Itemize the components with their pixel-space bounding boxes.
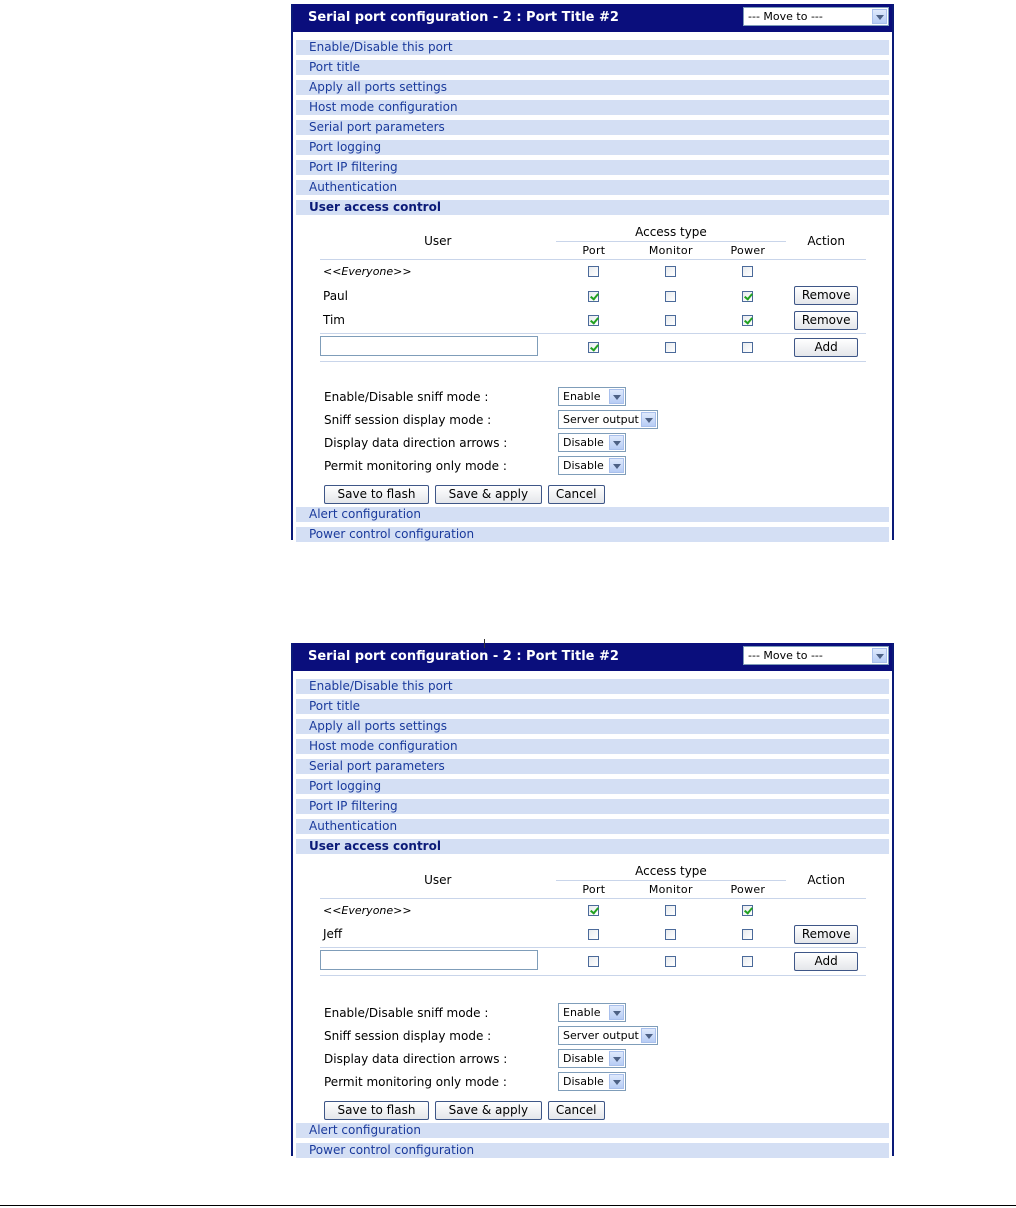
power-checkbox[interactable] [742, 266, 753, 277]
section-list [293, 40, 892, 215]
page-divider [0, 1205, 1016, 1206]
power-checkbox[interactable] [742, 291, 753, 302]
sniff-display-row [320, 1025, 866, 1048]
user-name: Paul [323, 288, 348, 303]
remove-user-button[interactable]: Remove [794, 925, 858, 944]
power-checkbox[interactable] [742, 315, 753, 326]
new-user-row [320, 947, 866, 975]
move-to-value: --- Move to --- [748, 10, 823, 23]
sniff-settings [320, 1002, 866, 1094]
section-list-bottom [293, 507, 892, 542]
text-cursor [484, 639, 485, 648]
direction-arrows-label: Display data direction arrows : [324, 1052, 508, 1066]
panel-titlebar [293, 643, 892, 671]
power-checkbox[interactable] [742, 956, 753, 967]
col-power-header: Power [709, 241, 786, 259]
direction-arrows-row [320, 432, 866, 455]
section-port-logging[interactable]: Port logging [296, 779, 889, 794]
section-power-control[interactable]: Power control configuration [296, 527, 889, 542]
section-alert-config[interactable]: Alert configuration [296, 507, 889, 522]
monitor-only-row [320, 1071, 866, 1094]
monitor-only-value: Disable [563, 1075, 604, 1088]
sniff-mode-select[interactable] [558, 1003, 626, 1022]
monitor-checkbox[interactable] [665, 929, 676, 940]
cancel-button[interactable]: Cancel [548, 485, 605, 504]
direction-arrows-select[interactable] [558, 1049, 626, 1068]
sniff-mode-label: Enable/Disable sniff mode : [324, 1006, 489, 1020]
panel-title: Serial port configuration - 2 : Port Title #2 [308, 649, 619, 664]
config-panel-1 [291, 4, 894, 540]
section-host-mode[interactable]: Host mode configuration [296, 100, 889, 115]
chevron-down-icon[interactable] [872, 648, 887, 663]
section-port-title[interactable]: Port title [296, 699, 889, 714]
save-apply-button[interactable]: Save & apply [435, 485, 542, 504]
col-user-header: User [320, 223, 556, 259]
col-monitor-header: Monitor [632, 241, 709, 259]
panel-titlebar [293, 4, 892, 32]
section-port-logging[interactable]: Port logging [296, 140, 889, 155]
monitor-checkbox[interactable] [665, 905, 676, 916]
port-checkbox[interactable] [588, 342, 599, 353]
section-serial-port-params[interactable]: Serial port parameters [296, 759, 889, 774]
sniff-display-value: Server output [563, 413, 639, 426]
user-name: Jeff [320, 922, 556, 947]
monitor-only-row [320, 455, 866, 478]
section-power-control[interactable]: Power control configuration [296, 1143, 889, 1158]
chevron-down-icon[interactable] [641, 412, 656, 427]
sniff-mode-value: Enable [563, 390, 601, 403]
table-row [320, 283, 866, 308]
direction-arrows-value: Disable [563, 1052, 604, 1065]
config-panel-2 [291, 643, 894, 1156]
action-buttons [324, 485, 605, 504]
section-user-access-control[interactable]: User access control [296, 839, 889, 854]
table-row [320, 922, 866, 947]
remove-user-button[interactable]: Remove [794, 311, 858, 330]
access-table [320, 223, 866, 362]
col-monitor-header: Monitor [632, 880, 709, 898]
save-to-flash-button[interactable]: Save to flash [324, 1101, 429, 1120]
user-name: <<Everyone>> [323, 264, 412, 278]
section-list-bottom [293, 1123, 892, 1158]
port-checkbox[interactable] [588, 956, 599, 967]
sniff-display-label: Sniff session display mode : [324, 413, 492, 427]
sniff-display-label: Sniff session display mode : [324, 1029, 492, 1043]
section-list [293, 679, 892, 854]
section-user-access-control[interactable]: User access control [296, 200, 889, 215]
chevron-down-icon[interactable] [641, 1028, 656, 1043]
direction-arrows-select[interactable] [558, 433, 626, 452]
section-port-ip-filtering[interactable]: Port IP filtering [296, 160, 889, 175]
sniff-mode-select[interactable] [558, 387, 626, 406]
col-power-header: Power [709, 880, 786, 898]
new-user-row [320, 333, 866, 361]
table-row [320, 259, 866, 283]
sniff-mode-row [320, 386, 866, 409]
section-apply-all-ports[interactable]: Apply all ports settings [296, 80, 889, 95]
user-access-control-body [293, 859, 892, 1123]
col-access-type-header: Access type [556, 223, 787, 241]
monitor-only-select[interactable] [558, 456, 626, 475]
sniff-settings [320, 386, 866, 478]
section-serial-port-params[interactable]: Serial port parameters [296, 120, 889, 135]
section-enable-disable-port[interactable]: Enable/Disable this port [296, 679, 889, 694]
chevron-down-icon[interactable] [609, 389, 624, 404]
user-name: Tim [320, 308, 556, 333]
sniff-mode-label: Enable/Disable sniff mode : [324, 390, 489, 404]
monitor-checkbox[interactable] [665, 342, 676, 353]
new-user-input[interactable] [320, 950, 538, 970]
power-checkbox[interactable] [742, 342, 753, 353]
col-user-header: User [320, 862, 556, 898]
access-table [320, 862, 866, 976]
section-alert-config[interactable]: Alert configuration [296, 1123, 889, 1138]
col-port-header: Port [556, 880, 633, 898]
col-action-header: Action [786, 862, 866, 898]
monitor-only-label: Permit monitoring only mode : [324, 459, 507, 473]
section-apply-all-ports[interactable]: Apply all ports settings [296, 719, 889, 734]
monitor-only-select[interactable] [558, 1072, 626, 1091]
chevron-down-icon[interactable] [609, 458, 624, 473]
port-checkbox[interactable] [588, 266, 599, 277]
save-apply-button[interactable]: Save & apply [435, 1101, 542, 1120]
chevron-down-icon[interactable] [872, 9, 887, 24]
move-to-select[interactable] [743, 646, 889, 665]
col-access-type-header: Access type [556, 862, 787, 880]
table-row [320, 898, 866, 922]
power-checkbox[interactable] [742, 905, 753, 916]
power-checkbox[interactable] [742, 929, 753, 940]
section-host-mode[interactable]: Host mode configuration [296, 739, 889, 754]
port-checkbox[interactable] [588, 315, 599, 326]
section-port-ip-filtering[interactable]: Port IP filtering [296, 799, 889, 814]
save-to-flash-button[interactable]: Save to flash [324, 485, 429, 504]
section-authentication[interactable]: Authentication [296, 819, 889, 834]
chevron-down-icon[interactable] [609, 1051, 624, 1066]
sniff-mode-row [320, 1002, 866, 1025]
direction-arrows-row [320, 1048, 866, 1071]
cancel-button[interactable]: Cancel [548, 1101, 605, 1120]
col-port-header: Port [556, 241, 633, 259]
monitor-checkbox[interactable] [665, 956, 676, 967]
port-checkbox[interactable] [588, 291, 599, 302]
new-user-input[interactable] [320, 336, 538, 356]
action-buttons [324, 1101, 605, 1120]
sniff-display-value: Server output [563, 1029, 639, 1042]
sniff-display-select[interactable] [558, 410, 658, 429]
section-enable-disable-port[interactable]: Enable/Disable this port [296, 40, 889, 55]
monitor-only-label: Permit monitoring only mode : [324, 1075, 507, 1089]
monitor-only-value: Disable [563, 459, 604, 472]
add-user-button[interactable]: Add [794, 338, 858, 357]
chevron-down-icon[interactable] [609, 435, 624, 450]
move-to-select[interactable] [743, 7, 889, 26]
direction-arrows-value: Disable [563, 436, 604, 449]
monitor-checkbox[interactable] [665, 266, 676, 277]
add-user-button[interactable]: Add [794, 952, 858, 971]
sniff-display-select[interactable] [558, 1026, 658, 1045]
move-to-value: --- Move to --- [748, 649, 823, 662]
section-port-title[interactable]: Port title [296, 60, 889, 75]
sniff-display-row [320, 409, 866, 432]
section-authentication[interactable]: Authentication [296, 180, 889, 195]
chevron-down-icon[interactable] [609, 1005, 624, 1020]
user-name: <<Everyone>> [323, 903, 412, 917]
direction-arrows-label: Display data direction arrows : [324, 436, 508, 450]
monitor-checkbox[interactable] [665, 291, 676, 302]
user-access-control-body [293, 220, 892, 507]
chevron-down-icon[interactable] [609, 1074, 624, 1089]
monitor-checkbox[interactable] [665, 315, 676, 326]
panel-title: Serial port configuration - 2 : Port Title #2 [308, 10, 619, 25]
col-action-header: Action [786, 223, 866, 259]
port-checkbox[interactable] [588, 905, 599, 916]
table-row [320, 308, 866, 333]
remove-user-button[interactable]: Remove [794, 286, 858, 305]
sniff-mode-value: Enable [563, 1006, 601, 1019]
port-checkbox[interactable] [588, 929, 599, 940]
